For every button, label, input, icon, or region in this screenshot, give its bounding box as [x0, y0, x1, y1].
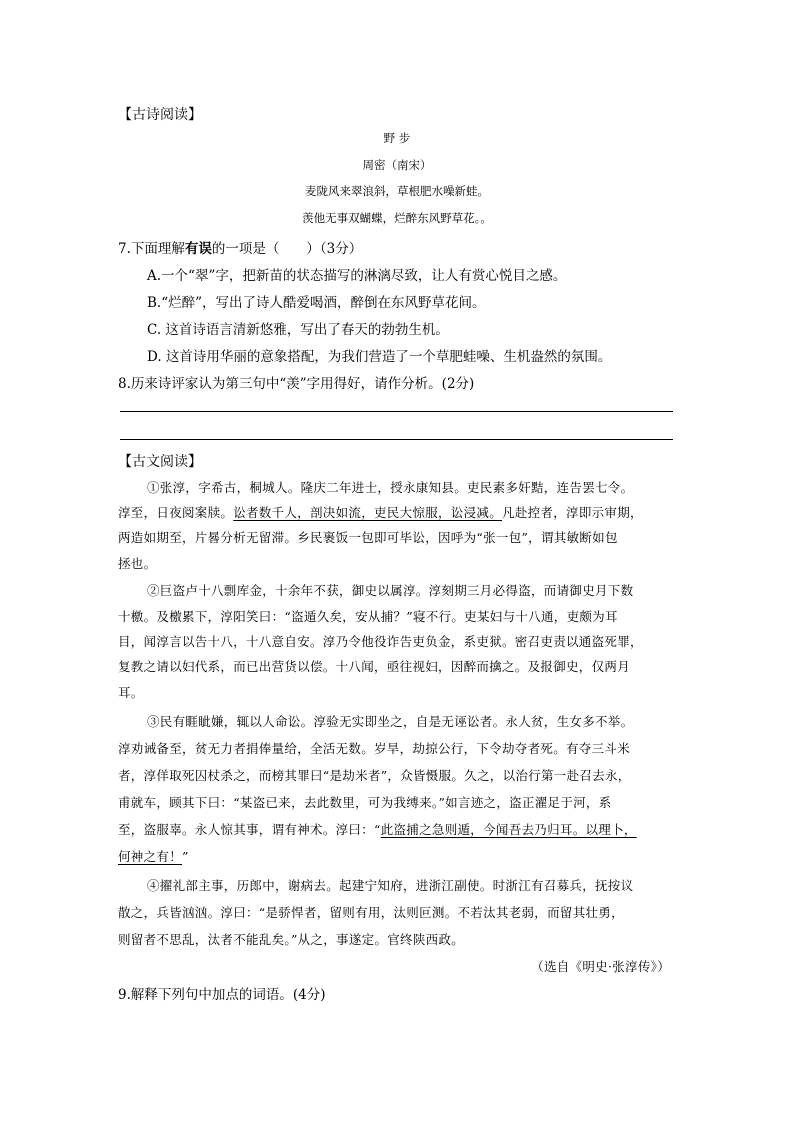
underlined-sentence: 何神之有！ [118, 849, 183, 864]
poem-author: 周密（南宋） [362, 158, 432, 172]
question-7-stem: 7.下面理解有误的一项是（ ）（3分） [118, 241, 363, 257]
source-citation: （选自《明史·张淳传》） [531, 959, 670, 974]
paragraph-1-line: 淳至，日夜阅案牍。讼者数千人，剖决如流，吏民大惊服，讼浸减。凡赴控者，淳即示审期， [118, 505, 643, 520]
question-7-option-d: D. 这首诗用华丽的意象搭配，为我们营造了一个草肥蛙噪、生机盎然的氛围。 [147, 349, 612, 365]
underlined-sentence: 此盗捕之急则遁，今闻吾去乃归耳。以理卜， [380, 822, 637, 837]
paragraph-3-line: 者，淳佯取死囚杖杀之，而榜其罪曰“是劫米者”，众皆慑服。久之，以治行第一赴召去永， [118, 768, 631, 783]
paragraph-2-line: 目，闻淳言以告十八，十八意自安。淳乃令他役诈告吏负金，系吏狱。密召吏责以通盗死罪， [118, 634, 643, 649]
paragraph-2-line: ②巨盗卢十八剽库金，十余年不获，御史以属淳。淳刻期三月必得盗，而请御史月下数 [147, 583, 634, 598]
question-7-emphasis: 有误 [184, 241, 212, 257]
poem-line: 羡他无事双蝴蝶，烂醉东风野草花。。 [302, 211, 492, 225]
answer-line[interactable] [120, 411, 673, 412]
paragraph-4-line: ④擢礼部主事，历郎中，谢病去。起建宁知府，进浙江副使。时浙江有召募兵，抚按议 [147, 878, 634, 893]
prose-section-title: 【古文阅读】 [118, 454, 202, 470]
paragraph-1-line: ①张淳，字希古，桐城人。隆庆二年进士，授永康知县。吏民素多奸黠，连告罢七令。 [147, 480, 634, 495]
poetry-section-title: 【古诗阅读】 [118, 107, 202, 123]
paragraph-2-line: 十檄。及檄累下，淳阳笑曰：“盗遁久矣，安从捕？”寝不行。吏某妇与十八通，吏颇为耳 [118, 609, 618, 624]
paragraph-1-line: 两造如期至，片晷分析无留滞。乡民裹饭一包即可毕讼，因呼为“张一包”，谓其敏断如包 [118, 530, 618, 545]
underlined-sentence: 讼者数千人，剖决如流，吏民大惊服，讼浸减。 [233, 505, 503, 520]
poem-line: 麦陇风来翠浪斜，草根肥水噪新蛙。 [305, 184, 489, 198]
question-7-option-c: C. 这首诗语言清新悠雅，写出了春天的勃勃生机。 [147, 322, 449, 338]
paragraph-3-line: 何神之有！” [118, 849, 189, 864]
paragraph-2-line: 复教之请以妇代系，而已出营货以偿。十八闻，亟往视妇，因醉而擒之。及报御史，仅两月 [118, 659, 631, 674]
paragraph-1-line: 拯也。 [118, 556, 157, 571]
paragraph-4-line: 则留者不思乱，汰者不能乱矣。”从之，事遂定。官终陕西政。 [118, 932, 465, 947]
poem-title: 野 步 [383, 131, 411, 145]
paragraph-3-line: ③民有睚眦嫌，辄以人命讼。淳验无实即坐之，自是无诬讼者。永人贫，生女多不举。 [147, 714, 634, 729]
paragraph-3-line: 至，盗服辜。永人惊其事，谓有神术。淳曰：“此盗捕之急则遁，今闻吾去乃归耳。以理卜， [118, 822, 637, 837]
question-8-stem: 8.历来诗评家认为第三句中“羡”字用得好，请作分析。(2分) [118, 376, 475, 392]
question-7-option-a: A.一个“翠”字，把新苗的状态描写的淋漓尽致，让人有赏心悦目之感。 [147, 268, 567, 284]
paragraph-3-line: 甫就车，顾其下曰：“某盗已来，去此数里，可为我缚来。”如言迹之，盗正濯足于河，系 [118, 795, 612, 810]
answer-line[interactable] [120, 439, 673, 440]
paragraph-3-line: 淳劝诫备至，贫无力者捐俸量给，全活无数。岁旱，劫掠公行，下令劫夺者死。有夺三斗米 [118, 741, 631, 756]
paragraph-2-line: 耳。 [118, 685, 144, 700]
question-7-option-b: B.“烂醉”，写出了诗人酷爱喝酒，醉倒在东风野草花间。 [147, 295, 486, 311]
question-9-stem: 9.解释下列句中加点的词语。(4分) [118, 987, 326, 1003]
paragraph-4-line: 散之，兵皆汹汹。淳曰：“是骄悍者，留则有用，汰则叵测。不若汰其老弱，而留其壮勇， [118, 905, 624, 920]
